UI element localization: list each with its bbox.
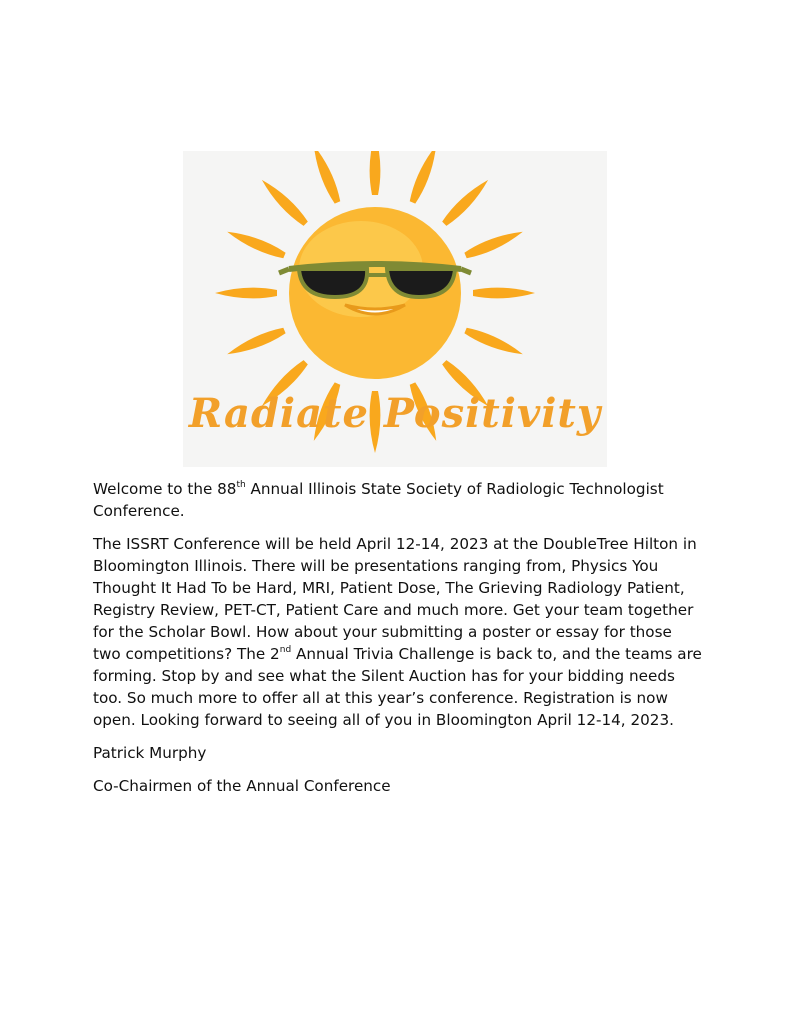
signature-name: Patrick Murphy (93, 744, 207, 762)
radiate-positivity-logo (183, 151, 607, 467)
sun-ray (314, 151, 340, 204)
sun-ray (215, 288, 277, 299)
logo-caption: Radiate Positivity (188, 390, 602, 437)
sun-ray (442, 180, 488, 226)
details-paragraph (93, 533, 703, 731)
details-text-end: Annual Trivia Challenge is back to, and the teams are forming. Stop by and see what the Silent Auction has for your bidding needs too. So much more to offer all at this year’s conference. Registration is now open. Looking forward to seeing all of you in Bloomington April 12-14, 2023. (93, 645, 702, 729)
sun-ray (410, 151, 436, 204)
signature-title: Co-Chairmen of the Annual Conference (93, 777, 391, 795)
letter-body (93, 478, 703, 808)
details-text: The ISSRT Conference will be held April 12-14, 2023 at the DoubleTree Hilton in Bloomington Illinois. There will be presentations ranging from, Physics You Thought It Had To be Hard, MRI, Patient Dose, The Grieving Radiology Patient, Registry Review, PET-CT, Patient Care and much more. Get your team together for the Scholar Bowl. How about your submitting a poster or essay for those two competitions? The 2 (93, 535, 697, 663)
welcome-paragraph (93, 478, 703, 522)
sun-ray (227, 328, 285, 354)
welcome-ordinal-suffix: th (236, 479, 246, 490)
sun-ray (262, 180, 308, 226)
welcome-text-end: Annual Illinois State Society of Radiologic Technologist Conference. (93, 480, 664, 520)
welcome-text: Welcome to the 88 (93, 480, 237, 498)
sun-with-sunglasses-icon (183, 151, 607, 467)
sun-ray (464, 232, 522, 258)
sun-ray (227, 232, 285, 258)
sun-ray (473, 288, 535, 299)
sun-ray (464, 328, 522, 354)
sun-ray (370, 151, 381, 195)
details-ordinal-suffix: nd (279, 644, 292, 655)
